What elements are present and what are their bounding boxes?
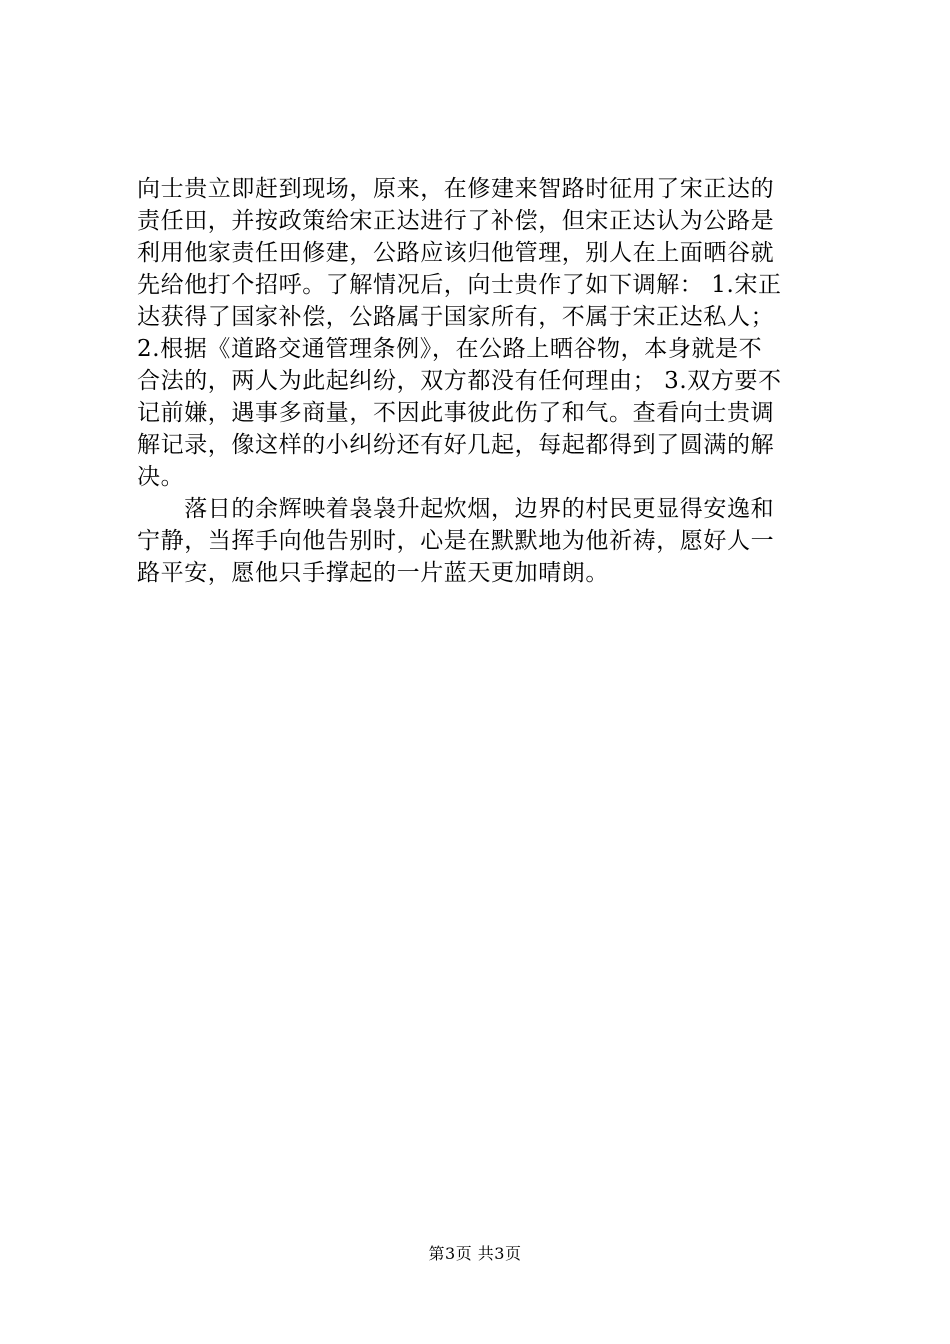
text-line: 2.根据《道路交通管理条例》，在公路上晒谷物，本身就是不 bbox=[137, 336, 763, 362]
paragraph-2 bbox=[137, 493, 819, 589]
text-line: 利用他家责任田修建，公路应该归他管理，别人在上面晒谷就 bbox=[137, 240, 775, 266]
text-line: 达获得了国家补偿，公路属于国家所有，不属于宋正达私人； bbox=[137, 304, 775, 330]
text-line: 向士贵立即赶到现场，原来，在修建来智路时征用了宋正达的 bbox=[137, 176, 775, 202]
text-line: 落日的余辉映着袅袅升起炊烟，边界的村民更显得安逸和 bbox=[137, 496, 775, 522]
text-line: 记前嫌，遇事多商量，不因此事彼此伤了和气。查看向士贵调 bbox=[137, 400, 775, 426]
text-line: 合法的，两人为此起纠纷，双方都没有任何理由； 3.双方要不 bbox=[137, 368, 782, 394]
page-number-label: 第3页 共3页 bbox=[428, 1244, 522, 1263]
text-line: 责任田，并按政策给宋正达进行了补偿，但宋正达认为公路是 bbox=[137, 208, 775, 234]
text-line: 先给他打个招呼。了解情况后，向士贵作了如下调解： 1.宋正 bbox=[137, 272, 782, 298]
page-footer bbox=[0, 1244, 950, 1264]
body-text bbox=[137, 173, 819, 589]
paragraph-1 bbox=[137, 173, 819, 493]
text-line: 宁静，当挥手向他告别时，心是在默默地为他祈祷，愿好人一 bbox=[137, 528, 775, 554]
text-line: 路平安，愿他只手撑起的一片蓝天更加晴朗。 bbox=[137, 560, 609, 586]
text-line: 解记录，像这样的小纠纷还有好几起，每起都得到了圆满的解 bbox=[137, 432, 775, 458]
text-line: 决。 bbox=[137, 464, 185, 490]
